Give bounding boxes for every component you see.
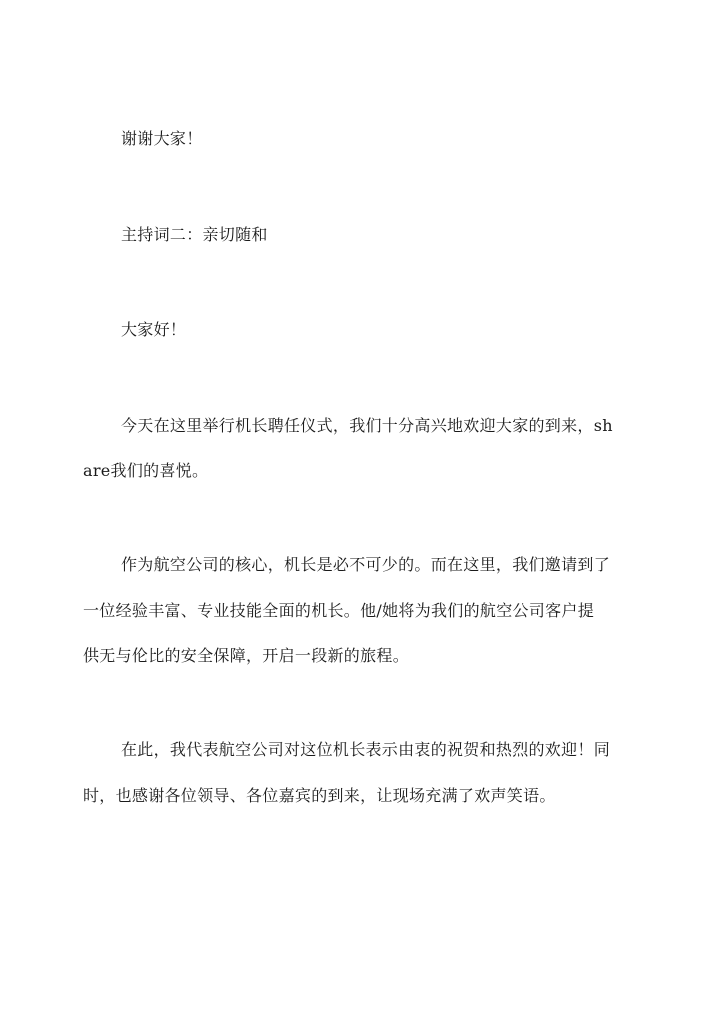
paragraph-congrats-line-2: 时，也感谢各位领导、各位嘉宾的到来，让现场充满了欢声笑语。 [83, 786, 556, 805]
paragraph-greeting: 大家好！ [121, 320, 187, 339]
paragraph-thanks: 谢谢大家！ [121, 129, 203, 148]
paragraph-captain-core-line-2: 一位经验丰富、专业技能全面的机长。他/她将为我们的航空公司客户提 [83, 601, 594, 620]
paragraph-heading-two: 主持词二：亲切随和 [121, 225, 268, 244]
paragraph-captain-core-line-1: 作为航空公司的核心，机长是必不可少的。而在这里，我们邀请到了 [121, 555, 611, 574]
paragraph-welcome-line-2: are我们的喜悦。 [83, 461, 209, 480]
paragraph-welcome-line-1: 今天在这里举行机长聘任仪式，我们十分高兴地欢迎大家的到来，sh [121, 416, 613, 435]
paragraph-captain-core-line-3: 供无与伦比的安全保障，开启一段新的旅程。 [83, 646, 410, 665]
paragraph-congrats-line-1: 在此，我代表航空公司对这位机长表示由衷的祝贺和热烈的欢迎！同 [121, 740, 611, 759]
